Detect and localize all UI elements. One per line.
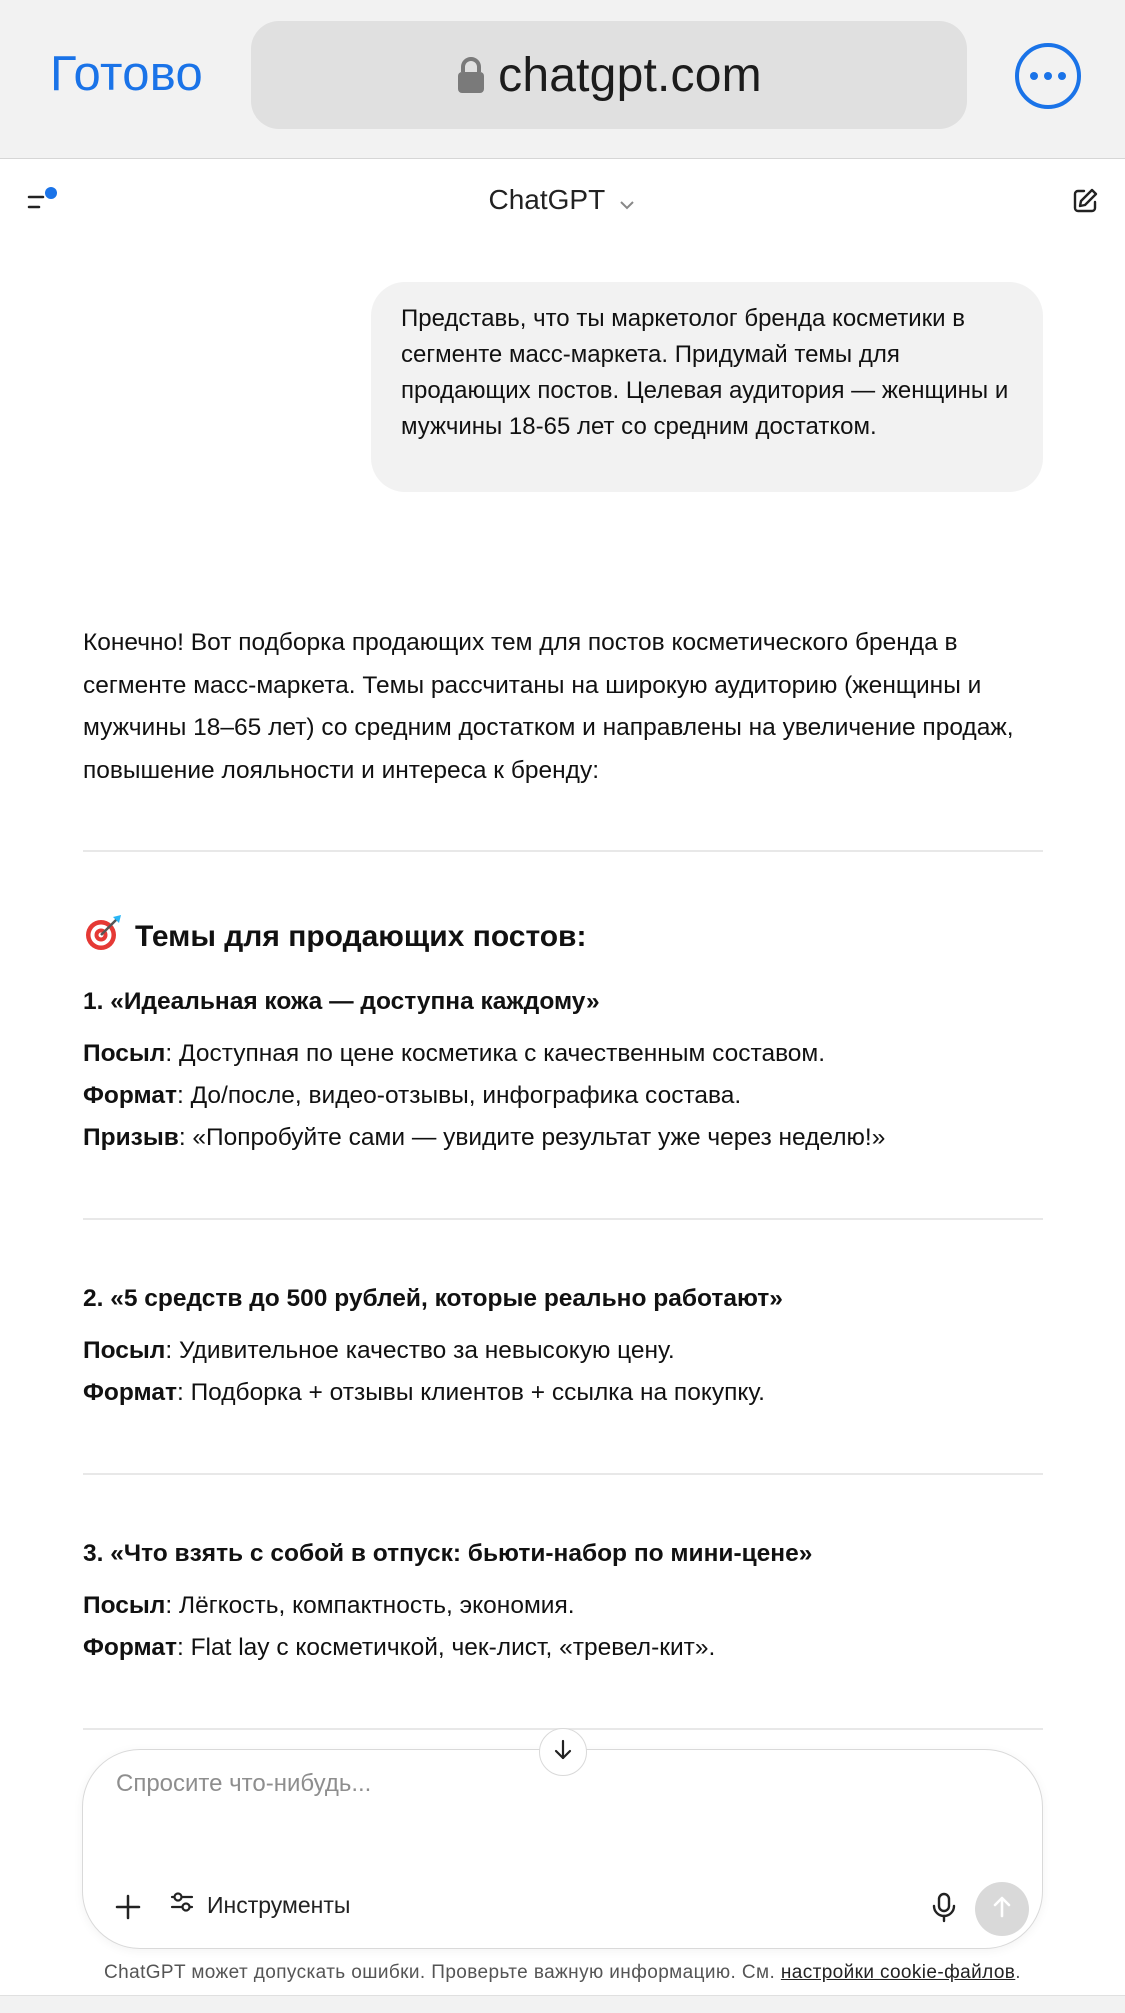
topic-line: [83, 1124, 885, 1152]
section-heading-text: Темы для продающих постов:: [135, 920, 587, 953]
mic-icon[interactable]: [929, 1891, 959, 1923]
topic-line: [83, 1082, 741, 1110]
target-icon: [83, 913, 123, 961]
tools-sliders-icon: [169, 1889, 195, 1921]
chevron-down-icon: [618, 186, 636, 218]
arrow-down-icon: [551, 1738, 575, 1767]
disclaimer: [0, 1962, 1125, 1984]
url-text: chatgpt.com: [498, 48, 762, 102]
topic-title: 1. «Идеальная кожа — доступна каждому»: [83, 988, 600, 1015]
line-text: : Удивительное качество за невысокую цену.: [165, 1337, 675, 1364]
more-button[interactable]: [1015, 43, 1081, 109]
done-button[interactable]: Готово: [50, 47, 204, 101]
disclaimer-text: ChatGPT может допускать ошибки. Проверьте важную информацию. См.: [104, 1962, 781, 1983]
topic-line: [83, 1337, 675, 1365]
user-message: Представь, что ты маркетолог бренда косметики в сегменте масс-маркета. Придумай темы для продающих постов. Целевая аудитория — женщины и мужчины 18-65 лет со средним достатком.: [371, 282, 1043, 492]
page-title: ChatGPT: [488, 184, 605, 215]
cookie-settings-link[interactable]: настройки cookie-файлов: [780, 1962, 1016, 1983]
section-heading: [83, 913, 587, 961]
divider: [83, 1473, 1043, 1475]
composer: [82, 1749, 1043, 1949]
line-label: Формат: [83, 1634, 177, 1661]
model-selector[interactable]: [0, 184, 1125, 218]
divider: [83, 1218, 1043, 1220]
more-icon: [1030, 72, 1038, 80]
topic-title: 2. «5 средств до 500 рублей, которые реально работают»: [83, 1285, 783, 1312]
lock-icon: [456, 56, 486, 94]
topic-line: [83, 1634, 715, 1662]
topic-line: [83, 1592, 575, 1620]
line-label: Формат: [83, 1379, 177, 1406]
more-icon-dot: [1044, 72, 1052, 80]
line-label: Посыл: [83, 1337, 166, 1364]
line-text: : До/после, видео-отзывы, инфографика состава.: [176, 1082, 742, 1109]
address-bar[interactable]: [251, 21, 967, 129]
send-arrow-icon: [989, 1894, 1015, 1925]
plus-icon[interactable]: [113, 1892, 143, 1922]
send-button[interactable]: [975, 1882, 1029, 1936]
tools-button[interactable]: [169, 1889, 350, 1921]
tools-label: Инструменты: [207, 1891, 351, 1918]
more-icon-dot: [1058, 72, 1066, 80]
bottom-toolbar: [0, 1995, 1125, 2013]
line-text: : «Попробуйте сами — увидите результат уже через неделю!»: [178, 1124, 886, 1151]
disclaimer-end: .: [1015, 1962, 1021, 1983]
new-chat-icon[interactable]: [1070, 186, 1100, 216]
line-label: Посыл: [83, 1040, 166, 1067]
assistant-intro: Конечно! Вот подборка продающих тем для постов косметического бренда в сегменте масс-маркета. Темы рассчитаны на широкую аудиторию (женщины и мужчины 18–65 лет) со средним достатком и направлены на увеличение продаж, повышение лояльности и интереса к бренду:: [83, 629, 1014, 784]
divider: [83, 850, 1043, 852]
topic-title: 3. «Что взять с собой в отпуск: бьюти-набор по мини-цене»: [83, 1540, 813, 1567]
line-text: : Лёгкость, компактность, экономия.: [165, 1592, 575, 1619]
line-label: Посыл: [83, 1592, 166, 1619]
line-label: Формат: [83, 1082, 177, 1109]
topic-line: [83, 1040, 825, 1068]
topic-line: [83, 1379, 765, 1407]
line-text: : Подборка + отзывы клиентов + ссылка на покупку.: [176, 1379, 765, 1406]
line-text: : Доступная по цене косметика с качественным составом.: [165, 1040, 826, 1067]
line-text: : Flat lay с косметичкой, чек-лист, «тревел-кит».: [176, 1634, 716, 1661]
browser-toolbar: [0, 0, 1125, 159]
prompt-input[interactable]: [116, 1770, 916, 1798]
line-label: Призыв: [83, 1124, 179, 1151]
chat-header: [0, 160, 1125, 242]
scroll-down-button[interactable]: [539, 1728, 587, 1776]
